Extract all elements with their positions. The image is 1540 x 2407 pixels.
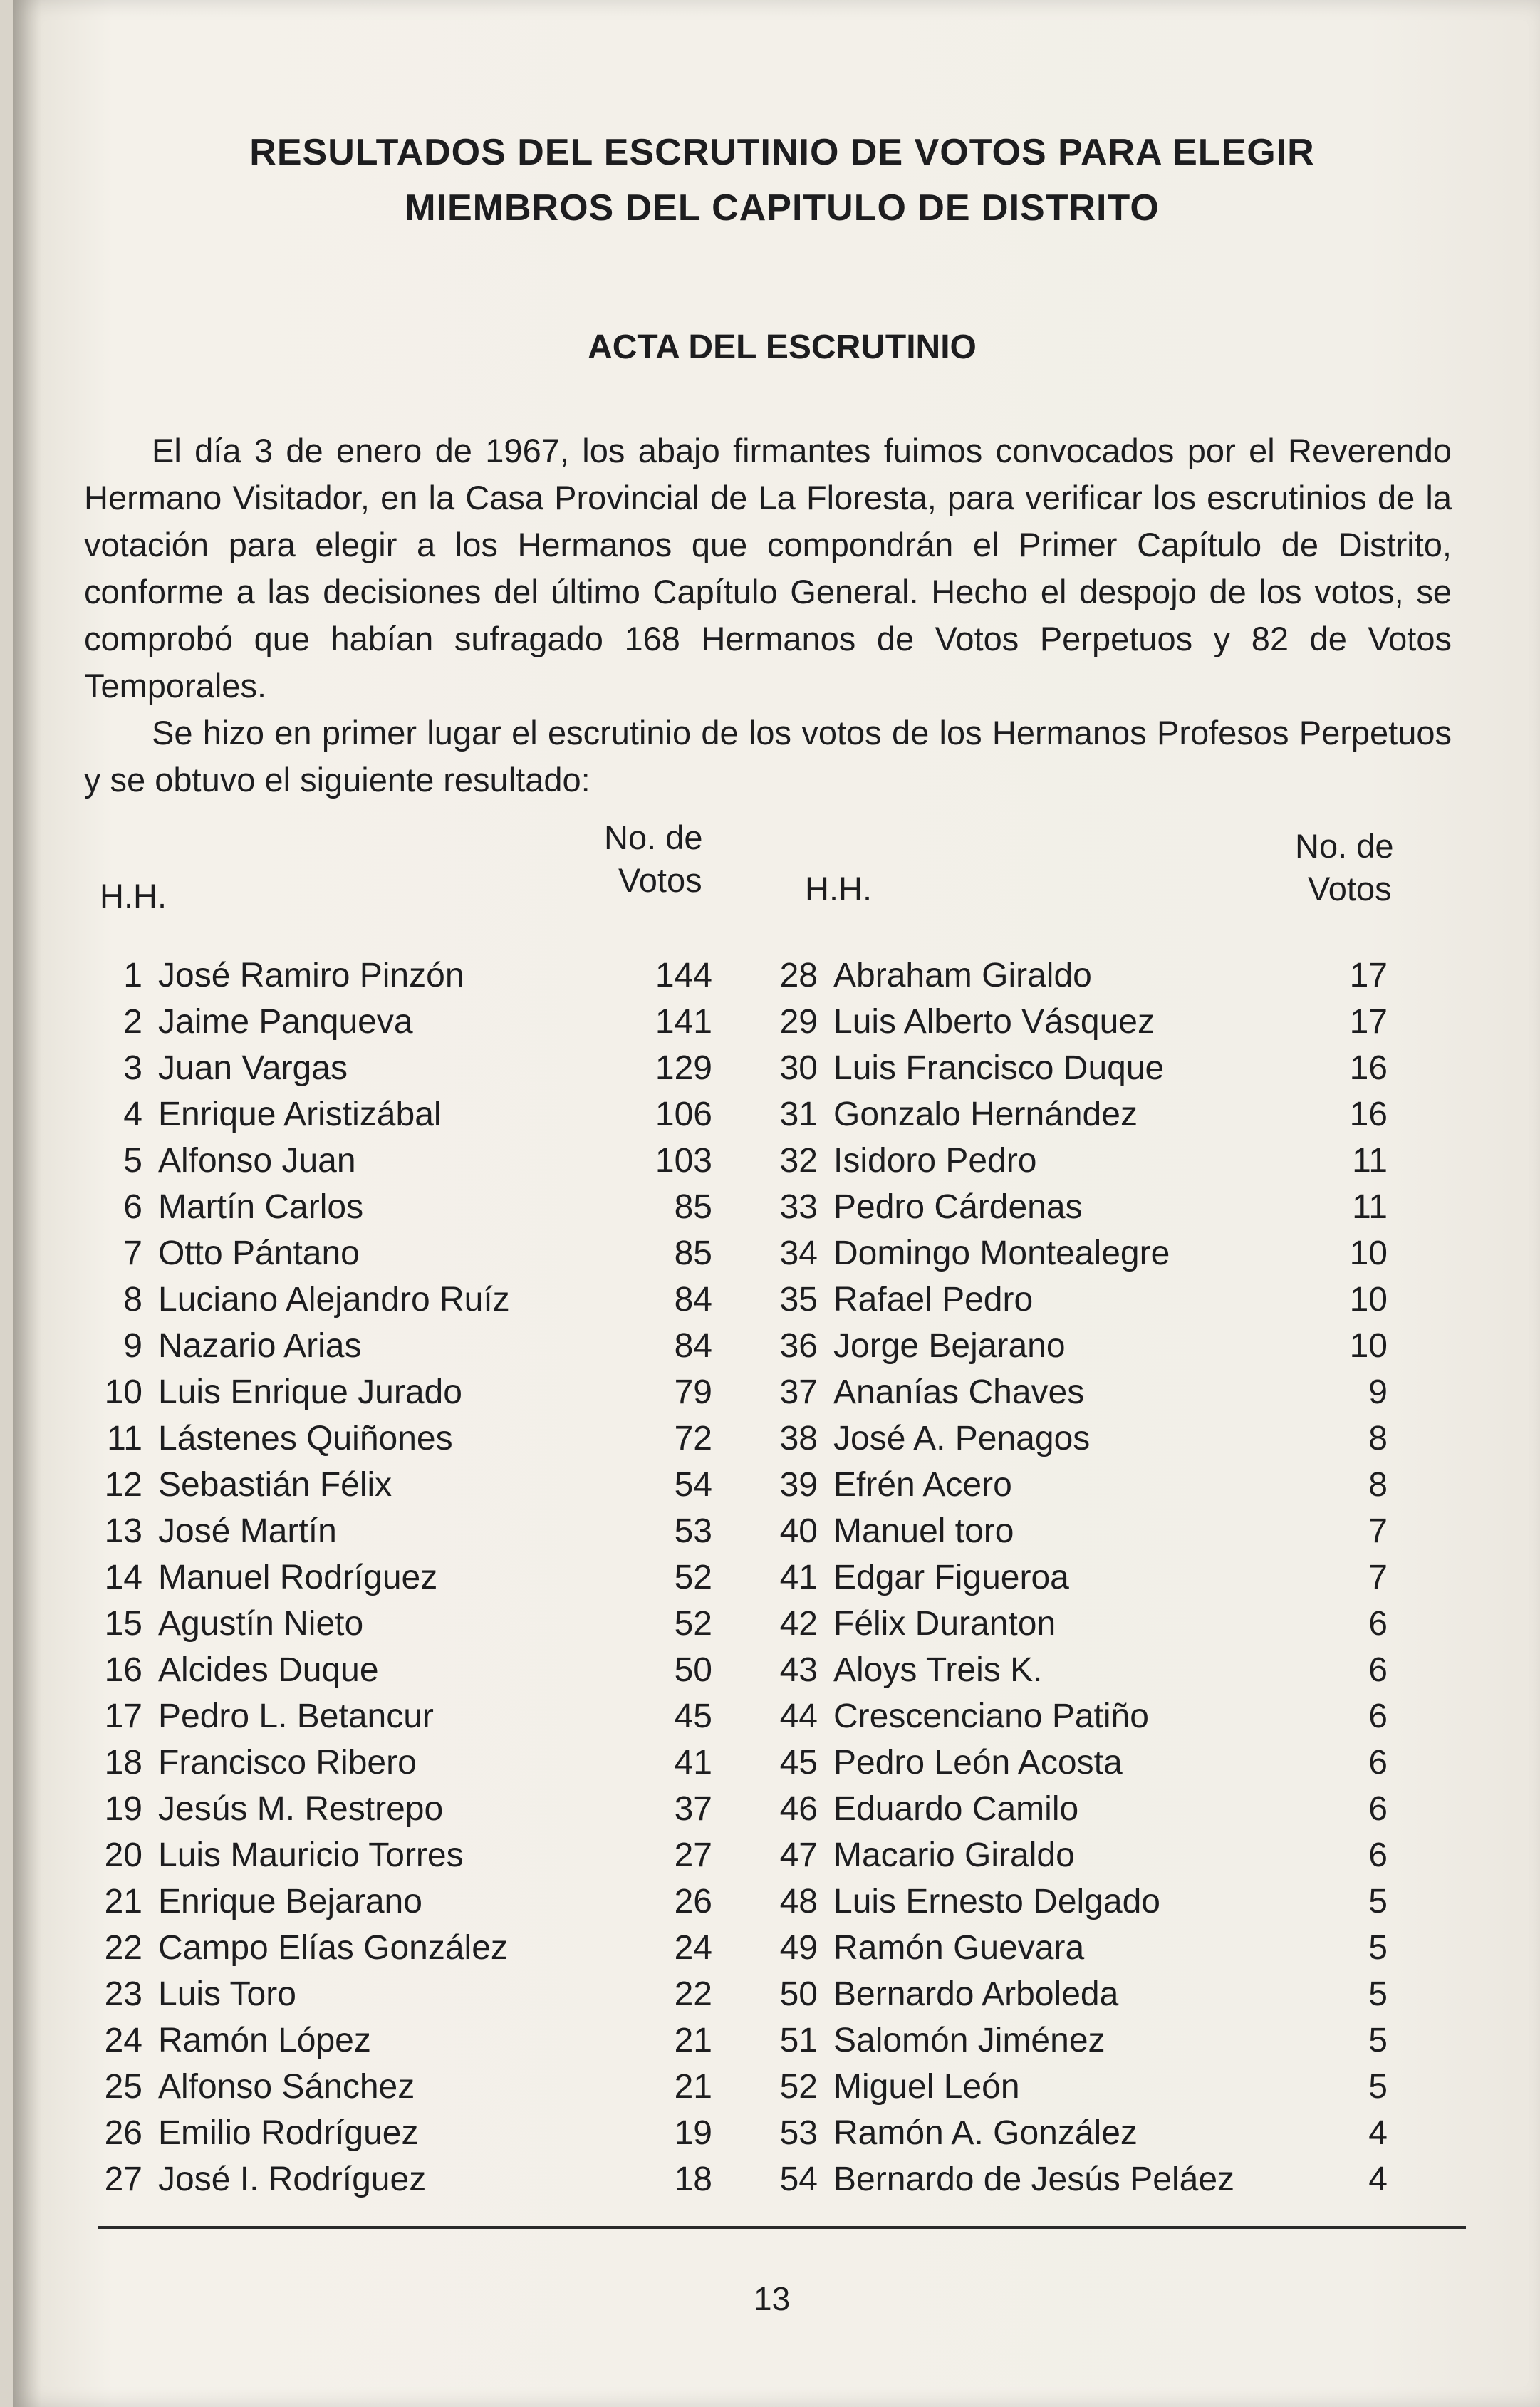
table-row [78, 1325, 748, 1368]
table-row [78, 1001, 748, 1044]
row-number: 19 [104, 1790, 142, 1828]
brother-name: Lástenes Quiñones [158, 1420, 453, 1457]
row-number: 41 [779, 1559, 818, 1596]
brother-name: Campo Elías González [158, 1929, 508, 1967]
intro-paragraphs [84, 427, 1452, 804]
table-row [78, 1556, 748, 1599]
row-number: 6 [123, 1188, 142, 1226]
vote-count: 7 [1368, 1559, 1388, 1596]
table-row [754, 1603, 1416, 1646]
brother-name: Luis Mauricio Torres [158, 1836, 464, 1874]
table-row [754, 1927, 1416, 1970]
table-row [754, 2158, 1416, 2201]
brother-name: Enrique Aristizábal [158, 1096, 442, 1133]
vote-count: 5 [1368, 2022, 1388, 2059]
table-row [78, 1418, 748, 1460]
brother-name: Ramón Guevara [833, 1929, 1085, 1967]
vote-count: 6 [1368, 1836, 1388, 1874]
row-number: 30 [779, 1049, 818, 1087]
row-number: 48 [779, 1883, 818, 1920]
row-number: 23 [104, 1975, 142, 2013]
row-number: 16 [104, 1651, 142, 1689]
vote-count: 106 [655, 1096, 712, 1133]
left-hh-header: H.H. [100, 877, 167, 915]
table-row [78, 955, 748, 997]
row-number: 47 [779, 1836, 818, 1874]
row-number: 46 [779, 1790, 818, 1828]
brother-name: Alcides Duque [158, 1651, 379, 1689]
table-row [754, 1279, 1416, 1321]
brother-name: Macario Giraldo [833, 1836, 1075, 1874]
row-number: 12 [104, 1466, 142, 1504]
table-row [754, 1418, 1416, 1460]
row-number: 7 [123, 1234, 142, 1272]
table-row [78, 1232, 748, 1275]
row-number: 31 [779, 1096, 818, 1133]
brother-name: Alfonso Juan [158, 1142, 356, 1180]
row-number: 29 [779, 1003, 818, 1041]
brother-name: Abraham Giraldo [833, 957, 1092, 994]
vote-count: 6 [1368, 1790, 1388, 1828]
brother-name: Pedro L. Betancur [158, 1698, 434, 1735]
vote-count: 41 [674, 1744, 712, 1782]
table-row [78, 1186, 748, 1229]
vote-count: 6 [1368, 1605, 1388, 1643]
row-number: 52 [779, 2068, 818, 2106]
brother-name: Félix Duranton [833, 1605, 1056, 1643]
brother-name: Jesús M. Restrepo [158, 1790, 444, 1828]
row-number: 43 [779, 1651, 818, 1689]
brother-name: Manuel Rodríguez [158, 1559, 438, 1596]
table-row [754, 1649, 1416, 1692]
table-row [754, 1973, 1416, 2016]
row-number: 28 [779, 957, 818, 994]
table-row [78, 1047, 748, 1090]
left-votes-header-line2: Votos [618, 861, 702, 899]
brother-name: Pedro Cárdenas [833, 1188, 1083, 1226]
brother-name: Sebastián Félix [158, 1466, 392, 1504]
row-number: 11 [107, 1420, 142, 1457]
table-row [754, 1140, 1416, 1182]
table-row [754, 1093, 1416, 1136]
brother-name: Alfonso Sánchez [158, 2068, 415, 2106]
vote-count: 7 [1368, 1512, 1388, 1550]
vote-count: 37 [674, 1790, 712, 1828]
vote-count: 103 [655, 1142, 712, 1180]
vote-count: 22 [674, 1975, 712, 2013]
vote-count: 144 [655, 957, 712, 994]
row-number: 35 [779, 1281, 818, 1319]
vote-count: 5 [1368, 1975, 1388, 2013]
table-row [754, 1695, 1416, 1738]
row-number: 24 [104, 2022, 142, 2059]
right-hh-header: H.H. [805, 870, 872, 908]
vote-count: 85 [674, 1188, 712, 1226]
brother-name: Enrique Bejarano [158, 1883, 422, 1920]
brother-name: Ananías Chaves [833, 1373, 1085, 1411]
row-number: 18 [104, 1744, 142, 1782]
vote-count: 4 [1368, 2114, 1388, 2152]
vote-count: 84 [674, 1281, 712, 1319]
row-number: 38 [779, 1420, 818, 1457]
table-row [754, 1834, 1416, 1877]
vote-count: 72 [674, 1420, 712, 1457]
table-row [754, 1001, 1416, 1044]
brother-name: Aloys Treis K. [833, 1651, 1043, 1689]
table-row [78, 1834, 748, 1877]
vote-count: 53 [674, 1512, 712, 1550]
table-row [754, 1232, 1416, 1275]
brother-name: Jaime Panqueva [158, 1003, 413, 1041]
row-number: 44 [779, 1698, 818, 1735]
row-number: 20 [104, 1836, 142, 1874]
brother-name: Luis Enrique Jurado [158, 1373, 462, 1411]
brother-name: José I. Rodríguez [158, 2161, 427, 2198]
vote-count: 6 [1368, 1744, 1388, 1782]
row-number: 4 [123, 1096, 142, 1133]
vote-count: 18 [674, 2161, 712, 2198]
brother-name: Luis Toro [158, 1975, 296, 2013]
table-row [754, 2019, 1416, 2062]
brother-name: Luis Francisco Duque [833, 1049, 1165, 1087]
brother-name: Luciano Alejandro Ruíz [158, 1281, 510, 1319]
table-row [78, 1510, 748, 1553]
vote-count: 24 [674, 1929, 712, 1967]
left-votes-header-line1: No. de [604, 818, 703, 856]
table-row [78, 1695, 748, 1738]
row-number: 50 [779, 1975, 818, 2013]
row-number: 36 [779, 1327, 818, 1365]
row-number: 25 [104, 2068, 142, 2106]
brother-name: Manuel toro [833, 1512, 1014, 1550]
table-row [78, 1140, 748, 1182]
vote-count: 21 [674, 2068, 712, 2106]
vote-count: 5 [1368, 2068, 1388, 2106]
brother-name: Agustín Nieto [158, 1605, 364, 1643]
vote-count: 6 [1368, 1651, 1388, 1689]
row-number: 10 [104, 1373, 142, 1411]
vote-count: 8 [1368, 1420, 1388, 1457]
table-row [78, 1788, 748, 1831]
row-number: 15 [104, 1605, 142, 1643]
table-row [754, 1742, 1416, 1784]
brother-name: José Martín [158, 1512, 337, 1550]
brother-name: Francisco Ribero [158, 1744, 417, 1782]
vote-count: 5 [1368, 1883, 1388, 1920]
table-row [754, 1788, 1416, 1831]
vote-count: 52 [674, 1605, 712, 1643]
row-number: 9 [123, 1327, 142, 1365]
row-number: 26 [104, 2114, 142, 2152]
table-row [754, 1510, 1416, 1553]
brother-name: Gonzalo Hernández [833, 1096, 1138, 1133]
table-row [78, 1649, 748, 1692]
row-number: 53 [779, 2114, 818, 2152]
row-number: 49 [779, 1929, 818, 1967]
vote-count: 11 [1352, 1142, 1388, 1180]
row-number: 27 [104, 2161, 142, 2198]
row-number: 21 [104, 1883, 142, 1920]
brother-name: Edgar Figueroa [833, 1559, 1069, 1596]
vote-count: 26 [674, 1883, 712, 1920]
row-number: 3 [123, 1049, 142, 1087]
row-number: 40 [779, 1512, 818, 1550]
brother-name: Martín Carlos [158, 1188, 364, 1226]
brother-name: Pedro León Acosta [833, 1744, 1123, 1782]
table-row [78, 2158, 748, 2201]
row-number: 1 [123, 957, 142, 994]
vote-count: 10 [1349, 1234, 1388, 1272]
table-row [754, 1047, 1416, 1090]
brother-name: Miguel León [833, 2068, 1020, 2106]
vote-count: 17 [1349, 1003, 1388, 1041]
vote-count: 141 [655, 1003, 712, 1041]
brother-name: Eduardo Camilo [833, 1790, 1079, 1828]
row-number: 2 [123, 1003, 142, 1041]
table-row [78, 1927, 748, 1970]
row-number: 8 [123, 1281, 142, 1319]
vote-count: 27 [674, 1836, 712, 1874]
table-row [78, 2112, 748, 2155]
brother-name: Ramón López [158, 2022, 371, 2059]
row-number: 54 [779, 2161, 818, 2198]
vote-count: 45 [674, 1698, 712, 1735]
title-line-2: MIEMBROS DEL CAPITULO DE DISTRITO [405, 187, 1160, 229]
row-number: 37 [779, 1373, 818, 1411]
vote-count: 52 [674, 1559, 712, 1596]
vote-count: 10 [1349, 1281, 1388, 1319]
table-row [78, 1093, 748, 1136]
brother-name: Domingo Montealegre [833, 1234, 1170, 1272]
row-number: 42 [779, 1605, 818, 1643]
paragraph-1: El día 3 de enero de 1967, los abajo firmantes fuimos convocados por el Reverendo Hermano Visitador, en la Casa Provincial de La Floresta, para verificar los escrutinios de la votación para elegir a los Hermanos que compondrán el Primer Capítulo de Distrito, conforme a las decisiones del último Capítulo General. Hecho el despojo de los votos, se comprobó que habían sufragado 168 Hermanos de Votos Perpetuos y 82 de Votos Temporales. [84, 432, 1452, 705]
row-number: 34 [779, 1234, 818, 1272]
left-results-table [78, 955, 748, 2208]
row-number: 32 [779, 1142, 818, 1180]
table-row [78, 2019, 748, 2062]
vote-count: 9 [1368, 1373, 1388, 1411]
brother-name: Rafael Pedro [833, 1281, 1034, 1319]
table-row [754, 2066, 1416, 2109]
title-line-1: RESULTADOS DEL ESCRUTINIO DE VOTOS PARA ELEGIR [249, 132, 1315, 173]
vote-count: 4 [1368, 2161, 1388, 2198]
brother-name: Ramón A. González [833, 2114, 1138, 2152]
table-row [78, 1279, 748, 1321]
vote-count: 84 [674, 1327, 712, 1365]
row-number: 33 [779, 1188, 818, 1226]
table-row [78, 1881, 748, 1923]
brother-name: José Ramiro Pinzón [158, 957, 464, 994]
vote-count: 16 [1349, 1096, 1388, 1133]
page-number: 13 [754, 2280, 791, 2317]
brother-name: Jorge Bejarano [833, 1327, 1066, 1365]
brother-name: Bernardo Arboleda [833, 1975, 1119, 2013]
table-row [78, 1742, 748, 1784]
table-row [754, 1186, 1416, 1229]
brother-name: Bernardo de Jesús Peláez [833, 2161, 1235, 2198]
vote-count: 8 [1368, 1466, 1388, 1504]
paragraph-2: Se hizo en primer lugar el escrutinio de los votos de los Hermanos Profesos Perpetuos y se obtuvo el siguiente resultado: [84, 714, 1452, 799]
table-row [78, 1464, 748, 1507]
subtitle: ACTA DEL ESCRUTINIO [588, 328, 977, 366]
brother-name: Luis Alberto Vásquez [833, 1003, 1155, 1041]
table-row [754, 1325, 1416, 1368]
vote-count: 19 [674, 2114, 712, 2152]
table-row [78, 1603, 748, 1646]
row-number: 17 [104, 1698, 142, 1735]
row-number: 5 [123, 1142, 142, 1180]
brother-name: Salomón Jiménez [833, 2022, 1105, 2059]
vote-count: 21 [674, 2022, 712, 2059]
right-votes-header-line2: Votos [1308, 870, 1392, 908]
vote-count: 129 [655, 1049, 712, 1087]
vote-count: 10 [1349, 1327, 1388, 1365]
vote-count: 5 [1368, 1929, 1388, 1967]
footer-rule [98, 2226, 1466, 2229]
table-row [754, 1464, 1416, 1507]
row-number: 45 [779, 1744, 818, 1782]
table-row [78, 1371, 748, 1414]
right-results-table [754, 955, 1416, 2208]
brother-name: José A. Penagos [833, 1420, 1091, 1457]
table-row [754, 1881, 1416, 1923]
brother-name: Otto Pántano [158, 1234, 360, 1272]
table-row [754, 2112, 1416, 2155]
vote-count: 6 [1368, 1698, 1388, 1735]
vote-count: 85 [674, 1234, 712, 1272]
vote-count: 17 [1349, 957, 1388, 994]
row-number: 13 [104, 1512, 142, 1550]
brother-name: Emilio Rodríguez [158, 2114, 419, 2152]
table-row [78, 1973, 748, 2016]
brother-name: Isidoro Pedro [833, 1142, 1037, 1180]
brother-name: Juan Vargas [158, 1049, 348, 1087]
vote-count: 54 [674, 1466, 712, 1504]
row-number: 14 [104, 1559, 142, 1596]
brother-name: Nazario Arias [158, 1327, 362, 1365]
vote-count: 16 [1349, 1049, 1388, 1087]
vote-count: 79 [674, 1373, 712, 1411]
brother-name: Luis Ernesto Delgado [833, 1883, 1160, 1920]
brother-name: Crescenciano Patiño [833, 1698, 1149, 1735]
vote-count: 50 [674, 1651, 712, 1689]
vote-count: 11 [1352, 1188, 1388, 1226]
right-votes-header-line1: No. de [1295, 827, 1394, 865]
table-row [78, 2066, 748, 2109]
table-row [754, 1556, 1416, 1599]
brother-name: Efrén Acero [833, 1466, 1012, 1504]
table-row [754, 955, 1416, 997]
row-number: 22 [104, 1929, 142, 1967]
document-page [13, 0, 1540, 2407]
table-row [754, 1371, 1416, 1414]
row-number: 39 [779, 1466, 818, 1504]
row-number: 51 [779, 2022, 818, 2059]
